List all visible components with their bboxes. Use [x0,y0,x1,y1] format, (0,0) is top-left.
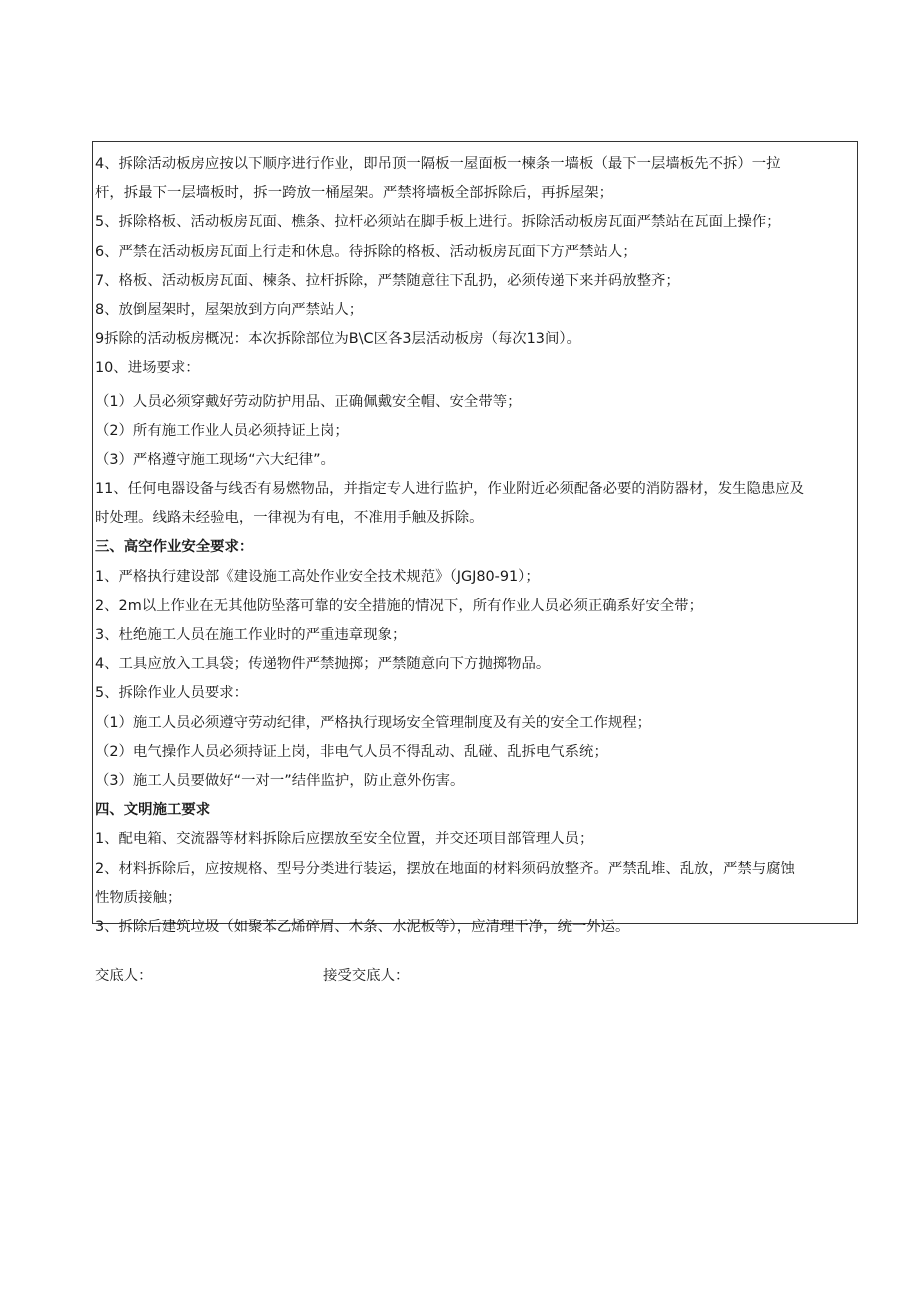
document-line: 杆，拆最下一层墙板时，拆一跨放一桶屋架。严禁将墙板全部拆除后，再拆屋架； [95,185,614,202]
document-line: 9拆除的活动板房概况：本次拆除部位为B\C区各3层活动板房（每次13间）。 [95,331,581,348]
document-line: （3）严格遵守施工现场“六大纪律”。 [95,451,335,468]
section-heading: 三、高空作业安全要求： [95,539,254,556]
document-line: 11、任何电器设备与线否有易燃物品，并指定专人进行监护，作业附近必须配备必要的消防器材，发生隐患应及 [95,481,805,498]
section-heading: 四、文明施工要求 [95,802,211,819]
document-line: （1）人员必须穿戴好劳动防护用品、正确佩戴安全帽、安全带等； [95,393,522,410]
document-line: （1）施工人员必须遵守劳动纪律，严格执行现场安全管理制度及有关的安全工作规程； [95,714,652,731]
document-line: 5、拆除作业人员要求： [95,685,249,702]
document-line: 10、进场要求： [95,360,200,377]
document-line: 7、格板、活动板房瓦面、楝条、拉杆拆除，严禁随意往下乱扔，必须传递下来并码放整齐； [95,272,680,289]
document-line: 3、拆除后建筑垃圾（如聚苯乙烯碎屑、木条、水泥板等），应清理干净，统一外运。 [95,918,630,935]
document-line: 时处理。线路未经验电，一律视为有电，不准用手触及拆除。 [95,510,484,527]
document-line: 4、工具应放入工具袋；传递物件严禁抛掷；严禁随意向下方抛掷物品。 [95,656,551,673]
discloser-label: 交底人： [95,968,153,984]
document-line: 1、配电箱、交流器等材料拆除后应摆放至安全位置，并交还项目部管理人员； [95,831,594,848]
document-line: （2）电气操作人员必须持证上岗，非电气人员不得乱动、乱碰、乱拆电气系统； [95,743,608,760]
document-line: 3、杜绝施工人员在施工作业时的严重违章现象； [95,627,407,643]
receiver-label: 接受交底人： [323,968,410,984]
document-line: 4、拆除活动板房应按以下顺序进行作业，即吊顶一隔板一屋面板一楝条一墙板（最下一层墙板先不拆）一拉 [95,156,781,172]
document-line: 1、严格执行建设部《建设施工高处作业安全技术规范》（JGJ80-91）； [95,568,540,585]
document-line: 2、材料拆除后，应按规格、型号分类进行装运，摆放在地面的材料须码放整齐。严禁乱堆、乱放，严禁与腐蚀 [95,860,795,877]
document-line: 5、拆除格板、活动板房瓦面、樵条、拉杆必须站在脚手板上进行。拆除活动板房瓦面严禁站在瓦面上操作； [95,214,781,231]
document-line: 性物质接触； [95,889,182,906]
document-line: 6、严禁在活动板房瓦面上行走和休息。待拆除的格板、活动板房瓦面下方严禁站人； [95,243,637,260]
document-line: 2、2m以上作业在无其他防坠落可靠的安全措施的情况下，所有作业人员必须正确系好安全带； [95,597,703,614]
disclosure-content-box [92,141,858,935]
document-line: （3）施工人员要做好“一对一”结伴监护，防止意外伤害。 [95,772,465,789]
document-line: （2）所有施工作业人员必须持证上岗； [95,422,349,439]
document-line: 8、放倒屋架时，屋架放到方向严禁站人； [95,301,364,318]
